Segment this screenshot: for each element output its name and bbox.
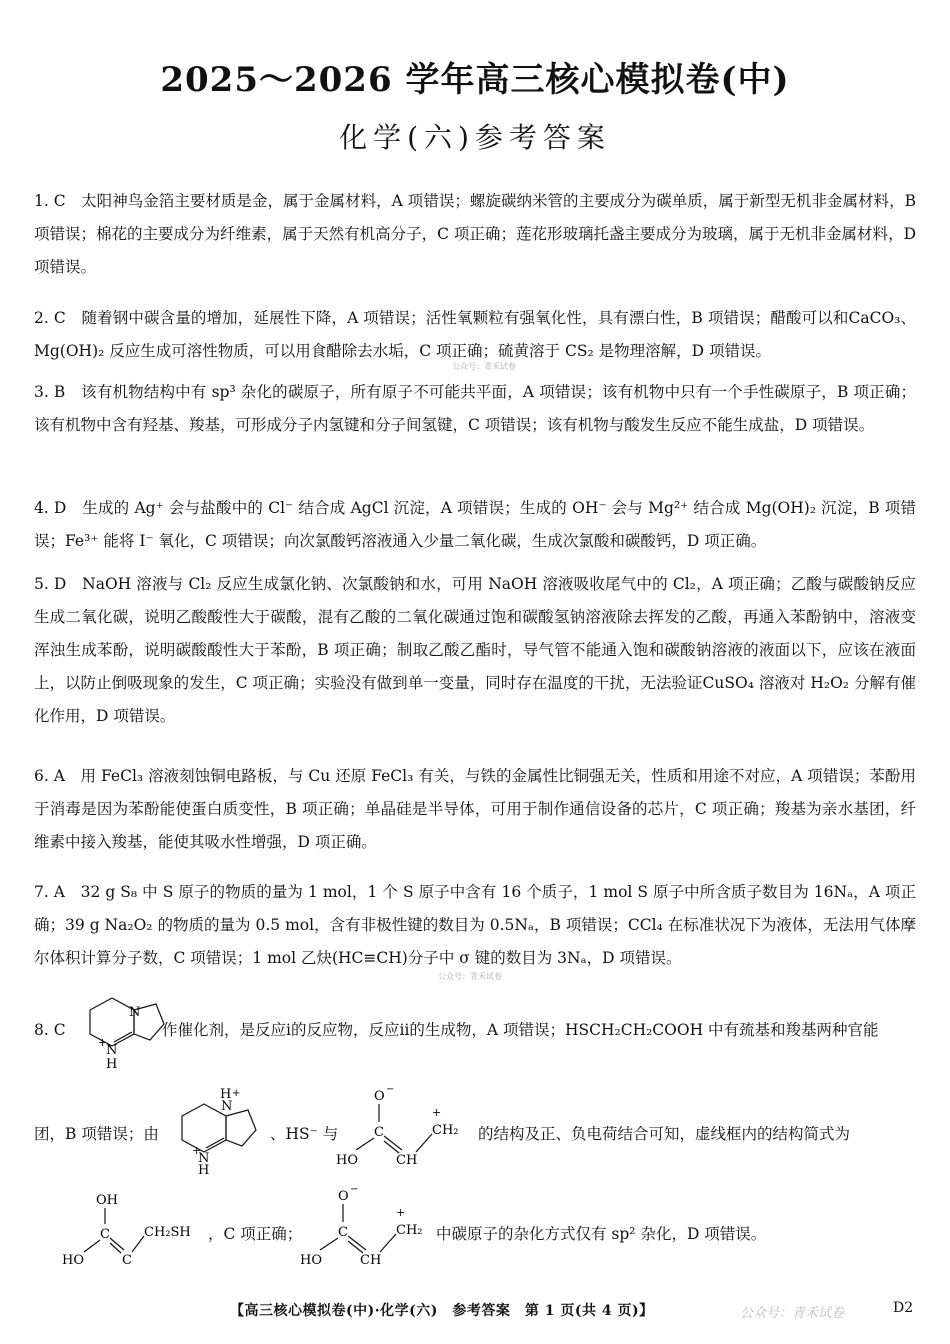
zwitterion-structure-1 [332,1086,472,1170]
svg-text:CH₂: CH₂ [396,1223,423,1238]
svg-text:O: O [374,1089,385,1104]
zwitterion-structure-2 [296,1184,436,1270]
svg-text:C: C [338,1225,348,1240]
svg-text:+: + [432,1106,442,1119]
struct-h2: H [220,1088,232,1102]
struct-plus3: + [192,1144,202,1157]
struct-n3: N [198,1151,210,1166]
page-title: 2025～2026 学年高三核心模拟卷(中) [160,60,790,100]
answer-8-line2b: 的结构及正、负电荷结合可知，虚线框内的结构简式为 [478,1125,851,1143]
svg-text:CH₂SH: CH₂SH [144,1225,191,1240]
struct-h: H [106,1057,118,1070]
svg-text:−: − [350,1184,359,1195]
svg-text:+: + [396,1206,406,1219]
struct-nh: N [106,1043,118,1058]
answer-8-line1: 作催化剂，是反应ⅰ的反应物，反应ⅱ的生成物，A 项错误；HSCH₂CH₂COOH 中有巯基和羧基两种官能 [162,1021,879,1039]
svg-text:HO: HO [300,1253,322,1268]
protonated-catalyst-structure [172,1088,272,1174]
svg-text:CH: CH [396,1153,418,1168]
footer-code: D2 [893,1300,914,1316]
struct-plus: + [98,1036,108,1049]
svg-text:HO: HO [336,1153,358,1168]
answer-8-line3b: 中碳原子的杂化方式仅有 sp² 杂化，D 项错误。 [436,1225,767,1243]
struct-n2: N [221,1099,233,1114]
svg-text:C: C [374,1125,384,1140]
struct-h3: H [198,1163,210,1174]
answer-6: 6. A 用 FeCl₃ 溶液刻蚀铜电路板，与 Cu 还原 FeCl₃ 有关，与铁的金属性比铜强无关，性质和用途不对应，A 项错误；苯酚用于消毒是因为苯酚能使蛋白质变性，B 项正确；单晶硅是半导体，可用于制作通信设备的芯片，C 项正确；羧基为亲水基团，纤维素中接入羧基，能使其吸水性增强，D 项正确。 [34,767,916,851]
watermark-2: 公众号：青禾试卷 [438,972,502,981]
answer-8-number: 8. C [34,1021,66,1039]
answer-8-hs: 、HS⁻ 与 [270,1125,339,1143]
answer-4: 4. D 生成的 Ag⁺ 会与盐酸中的 Cl⁻ 结合成 AgCl 沉淀，A 项错误；生成的 OH⁻ 会与 Mg²⁺ 结合成 Mg(OH)₂ 沉淀，B 项错误；Fe³⁺ 能将 I⁻ 氧化，C 项错误；向次氯酸钙溶液通入少量二氧化碳，生成次氯酸和碳酸钙，D 项正确。 [34,499,916,550]
page-footer: 【高三核心模拟卷(中)·化学(六) 参考答案 第 1 页(共 4 页)】 [230,1303,654,1319]
answer-5: 5. D NaOH 溶液与 Cl₂ 反应生成氯化钠、次氯酸钠和水，可用 NaOH 溶液吸收尾气中的 Cl₂，A 项正确；乙酸与碳酸钠反应生成二氧化碳，说明乙酸酸性大于碳酸，混有乙酸的二氧化碳通过饱和碳酸氢钠溶液除去挥发的乙酸，再通入苯酚钠中，溶液变浑浊生成苯酚，说明碳酸酸性大于苯酚，B 项正确；制取乙酸乙酯时，导气管不能通入饱和碳酸钠溶液的液面以下，应该在液面上，以防止倒吸现象的发生，C 项正确；实验没有做到单一变量，同时存在温度的干扰，无法验证CuSO₄ 溶液对 H₂O₂ 分解有催化作用，D 项错误。 [34,575,916,725]
svg-text:CH: CH [360,1253,382,1268]
catalyst-structure [78,990,168,1070]
struct-n: N [129,1005,141,1020]
answer-8-line3a: ，C 项正确； [208,1225,303,1243]
answer-2: 2. C 随着钢中碳含量的增加，延展性下降，A 项错误；活性氧颗粒有强氧化性，具有漂白性，B 项错误；醋酸可以和CaCO₃、Mg(OH)₂ 反应生成可溶性物质，可以用食醋除去水垢，C 项正确；硫黄溶于 CS₂ 是物理溶解，D 项错误。 [34,309,916,360]
answer-8-line2a: 团，B 项错误；由 [34,1125,159,1143]
answer-7: 7. A 32 g S₈ 中 S 原子的物质的量为 1 mol，1 个 S 原子中含有 16 个质子，1 mol S 原子中所含质子数目为 16Nₐ，A 项正确；39 g Na₂O₂ 的物质的量为 0.5 mol，含有非极性键的数目为 0.5Nₐ，B 项错误；CCl₄ 在标准状况下为液体，无法用气体摩尔体积计算分子数，C 项错误；1 mol 乙炔(HC≡CH)分子中 σ 键的数目为 3Nₐ，D 项错误。 [34,883,916,967]
answer-1: 1. C 太阳神鸟金箔主要材质是金，属于金属材料，A 项错误；螺旋碳纳米管的主要成分为碳单质，属于新型无机非金属材料，B 项错误；棉花的主要成分为纤维素，属于天然有机高分子，C 项正确；莲花形玻璃托盏主要成分为玻璃，属于无机非金属材料，D 项错误。 [34,192,916,276]
svg-text:HO: HO [62,1253,84,1268]
watermark: 公众号：青禾试卷 [452,362,516,371]
struct-plus2: + [232,1088,241,1099]
svg-text:O: O [338,1189,349,1204]
page-subtitle: 化学(六)参考答案 [339,121,611,154]
enol-thiol-structure [58,1184,208,1270]
footer-watermark: 公众号：青禾试卷 [740,1306,845,1321]
svg-text:OH: OH [96,1193,118,1208]
svg-text:C: C [100,1227,110,1242]
svg-text:C: C [122,1253,132,1268]
answer-3: 3. B 该有机物结构中有 sp³ 杂化的碳原子，所有原子不可能共平面，A 项错误；该有机物中只有一个手性碳原子，B 项正确；该有机物中含有羟基、羧基，可形成分子内氢键和分子间氢键，C 项错误；该有机物与酸发生反应不能生成盐，D 项错误。 [34,383,916,434]
svg-text:−: − [386,1086,395,1095]
svg-text:CH₂: CH₂ [432,1123,459,1138]
